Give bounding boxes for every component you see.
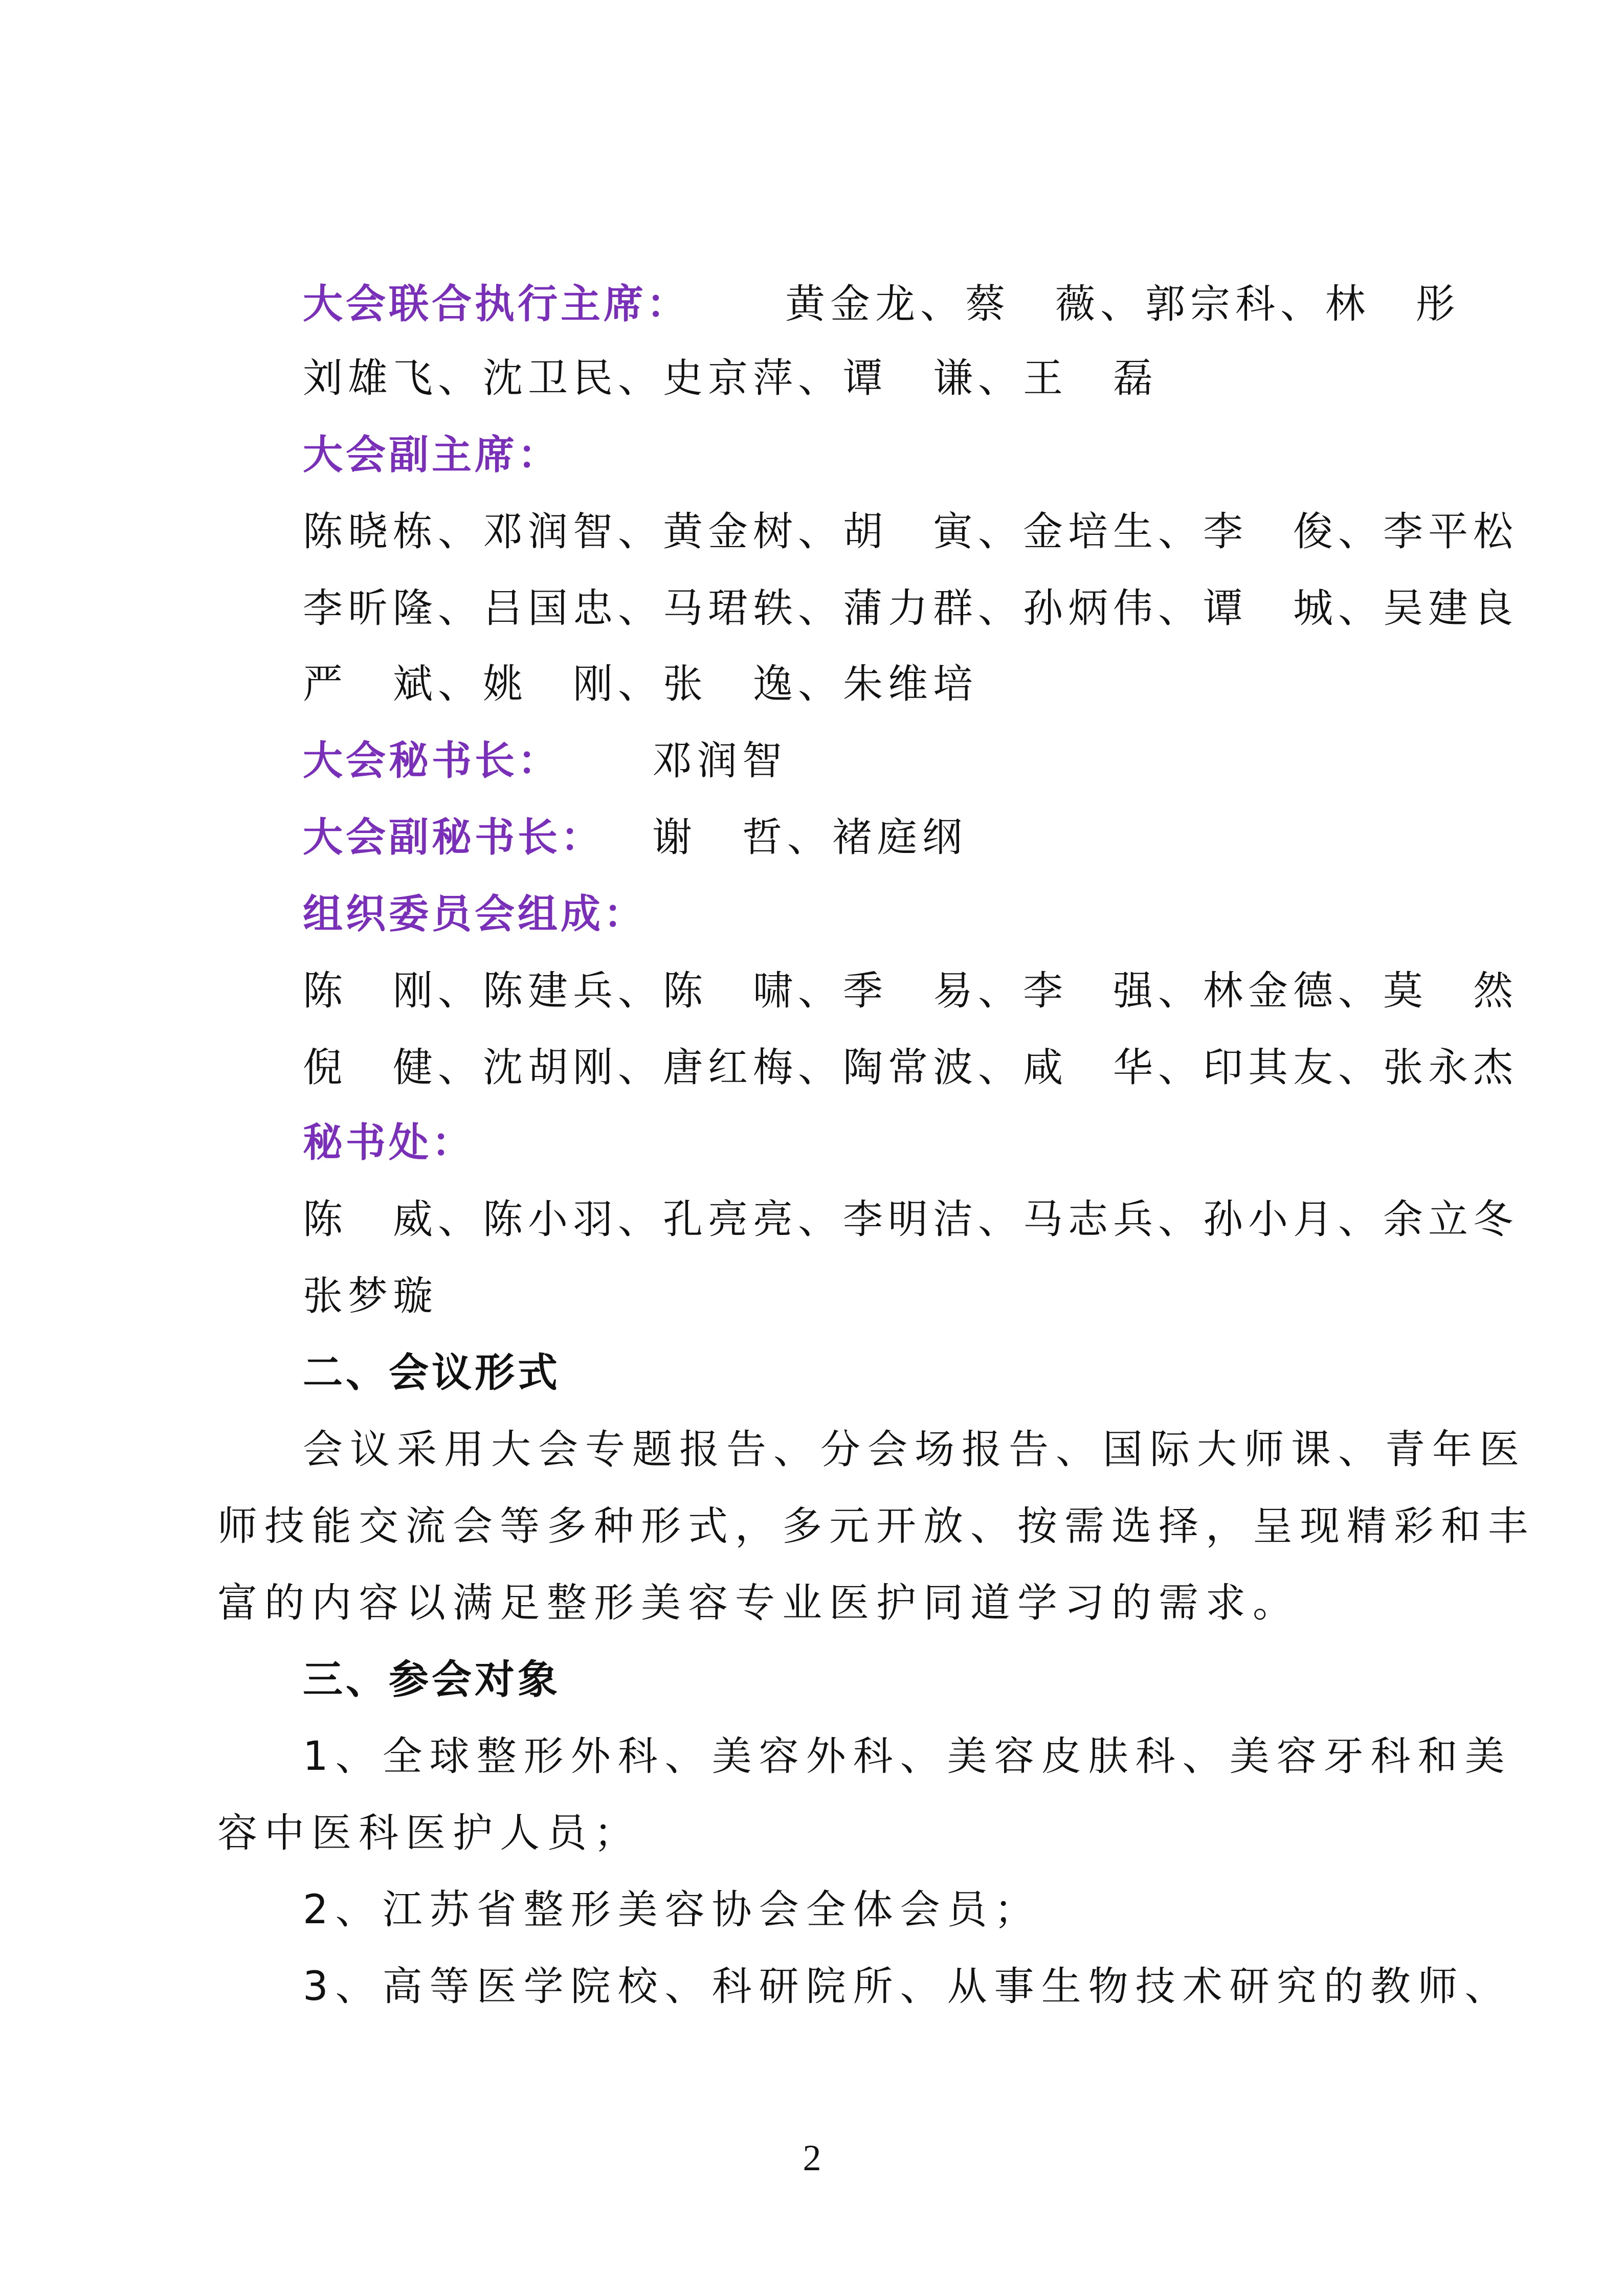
committee-names-line1: 陈 刚、陈建兵、陈 啸、季 易、李 强、林金德、莫 然	[303, 968, 1519, 1014]
secretary-general-label: 大会秘书长：	[303, 738, 561, 784]
secretariat-names-line2: 张梦璇	[303, 1273, 438, 1319]
meeting-format-paragraph-line2: 师技能交流会等多种形式，多元开放、按需选择，呈现精彩和丰	[217, 1503, 1536, 1549]
joint-chairs-names-line2: 刘雄飞、沈卫民、史京萍、谭 谦、王 磊	[303, 355, 1159, 401]
vice-chairs-names-line3: 严 斌、姚 刚、张 逸、朱维培	[303, 661, 978, 707]
joint-chairs-names-line1: 黄金龙、蔡 薇、郭宗科、林 彤	[785, 281, 1461, 327]
attendees-item2: 2、江苏省整形美容协会全体会员；	[303, 1887, 1041, 1933]
secretary-general-name: 邓润智	[652, 738, 788, 784]
page-number: 2	[803, 2137, 821, 2178]
secretariat-label: 秘书处：	[303, 1120, 475, 1166]
deputy-secretary-names: 谢 哲、褚庭纲	[652, 815, 968, 861]
joint-chairs-label: 大会联合执行主席：	[303, 281, 690, 327]
attendees-item1-line2: 容中医科医护人员；	[217, 1810, 641, 1856]
attendees-item3: 3、高等医学院校、科研院所、从事生物技术研究的教师、	[303, 1964, 1512, 2010]
meeting-format-paragraph-line1: 会议采用大会专题报告、分会场报告、国际大师课、青年医	[303, 1427, 1527, 1473]
committee-names-line2: 倪 健、沈胡刚、唐红梅、陶常波、咸 华、印其友、张永杰	[303, 1045, 1519, 1091]
section-heading-meeting-format: 二、会议形式	[303, 1350, 561, 1396]
vice-chairs-label: 大会副主席：	[303, 432, 561, 478]
vice-chairs-names-line2: 李昕隆、吕国忠、马珺轶、蒲力群、孙炳伟、谭 城、吴建良	[303, 586, 1519, 632]
meeting-format-paragraph-line3: 富的内容以满足整形美容专业医护同道学习的需求。	[217, 1580, 1300, 1626]
committee-label: 组织委员会组成：	[303, 891, 647, 937]
attendees-item1-line1: 1、全球整形外科、美容外科、美容皮肤科、美容牙科和美	[303, 1734, 1512, 1780]
section-heading-attendees: 三、参会对象	[303, 1657, 561, 1703]
deputy-secretary-label: 大会副秘书长：	[303, 815, 604, 861]
secretariat-names-line1: 陈 威、陈小羽、孔亮亮、李明洁、马志兵、孙小月、余立冬	[303, 1197, 1519, 1243]
vice-chairs-names-line1: 陈晓栋、邓润智、黄金树、胡 寅、金培生、李 俊、李平松	[303, 509, 1519, 555]
